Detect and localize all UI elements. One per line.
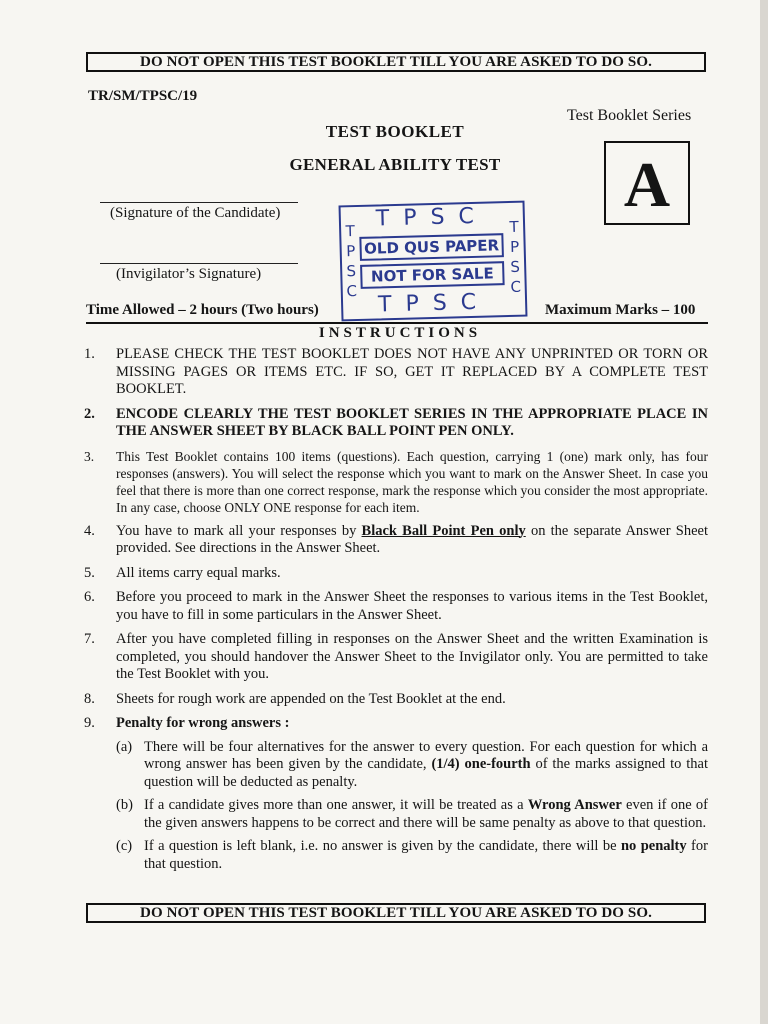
instructions-list (84, 346, 708, 880)
instruction-number: 3. (84, 448, 95, 464)
instruction-number: 4. (84, 522, 95, 539)
maximum-marks: Maximum Marks – 100 (545, 302, 696, 318)
stamp-bottom-text: TPSC (377, 289, 491, 318)
header-divider (86, 322, 708, 324)
time-allowed: Time Allowed – 2 hours (Two hours) (86, 302, 319, 318)
instruction-item (84, 406, 708, 441)
subitem-emphasis: (1/4) one-fourth (431, 756, 531, 772)
instruction-text: ENCODE CLEARLY THE TEST BOOKLET SERIES IN THE APPROPRIATE PLACE IN THE ANSWER SHEET BY BLACK BALL POINT PEN ONLY. (116, 405, 708, 439)
instruction-number: 7. (84, 631, 95, 647)
instruction-text: All items carry equal marks. (116, 564, 281, 581)
penalty-subitem (116, 739, 708, 792)
instruction-number: 5. (84, 564, 95, 581)
subitem-text: If a question is left blank, i.e. no answer is given by the candidate, there will be (144, 838, 621, 854)
candidate-signature-label: (Signature of the Candidate) (110, 205, 281, 221)
instruction-text: Before you proceed to mark in the Answer Sheet the responses to various items in the Test Booklet, you have to fill in some particulars in the Answer Sheet. (116, 589, 708, 623)
subitem-text: of the marks assigned to that question will be deducted as penalty. (144, 756, 709, 790)
instruction-item (84, 523, 708, 558)
candidate-signature-line (100, 202, 298, 203)
instruction-number: 8. (84, 690, 95, 707)
instruction-number: 6. (84, 589, 95, 605)
instruction-item (84, 565, 708, 583)
instructions-heading: INSTRUCTIONS (318, 325, 482, 341)
subitem-label: (a) (116, 738, 133, 755)
instruction-text: Penalty for wrong answers : (116, 715, 290, 731)
subitem-emphasis: Wrong Answer (527, 797, 622, 813)
instruction-text: Sheets for rough work are appended on the Test Booklet at the end. (116, 690, 506, 707)
stamp-top-text: TPSC (375, 203, 489, 232)
instruction-text: This Test Booklet contains 100 items (questions). Each question, carrying 1 (one) mark only, has four responses (answers). You will select the response which you want to mark on the Answer Sheet. In case you feel that there is more than one correct response, mark the response which you consider the most appropriate. In any case, choose ONLY ONE response for each item. (116, 448, 708, 515)
instruction-item (84, 691, 708, 709)
instruction-item (84, 631, 708, 684)
instruction-number: 2. (84, 405, 95, 422)
subitem-text: for that question. (144, 838, 708, 872)
test-name: GENERAL ABILITY TEST (289, 155, 501, 174)
stamp-right-text: T P S C (509, 217, 522, 296)
instruction-number: 1. (84, 346, 95, 362)
tpsc-stamp (339, 201, 528, 322)
instruction-item (84, 448, 708, 516)
instruction-item (84, 346, 708, 399)
penalty-subitem (116, 797, 708, 832)
stamp-line-1: OLD QUS PAPER (359, 233, 504, 261)
instruction-emphasis: Black Ball Point Pen only (361, 522, 526, 539)
series-label: Test Booklet Series (567, 107, 692, 124)
bottom-warning-banner: DO NOT OPEN THIS TEST BOOKLET TILL YOU ARE ASKED TO DO SO. (86, 903, 706, 923)
stamp-line-2: NOT FOR SALE (360, 261, 505, 289)
subitem-label: (c) (116, 838, 133, 854)
stamp-left-text: T P S C (345, 222, 358, 301)
instruction-number: 9. (84, 715, 95, 731)
invigilator-signature-label: (Invigilator’s Signature) (116, 266, 262, 282)
instruction-text: After you have completed filling in responses on the Answer Sheet and the written Examination is completed, you should handover the Answer Sheet to the Invigilator only. You are permitted to take the Test Booklet with you. (116, 631, 708, 682)
instruction-item (84, 715, 708, 873)
penalty-subitem (116, 838, 708, 873)
subitem-label: (b) (116, 797, 133, 813)
series-letter-box: A (604, 141, 690, 225)
instruction-text: You have to mark all your responses by (116, 522, 362, 539)
booklet-code: TR/SM/TPSC/19 (88, 88, 198, 104)
subitem-emphasis: no penalty (620, 838, 687, 854)
subitem-text: even if one of the given answers happens to be correct and there will be same penalty as above to that question. (144, 797, 709, 831)
instruction-item (84, 589, 708, 624)
instruction-text: PLEASE CHECK THE TEST BOOKLET DOES NOT HAVE ANY UNPRINTED OR TORN OR MISSING PAGES OR ITEMS ETC. IF SO, GET IT REPLACED BY A COMPLETE TEST BOOKLET. (116, 346, 708, 397)
top-warning-banner: DO NOT OPEN THIS TEST BOOKLET TILL YOU ARE ASKED TO DO SO. (86, 52, 706, 72)
subitem-text: There will be four alternatives for the answer to every question. For each question for which a wrong answer has been given by the candidate, (144, 738, 708, 772)
invigilator-signature-line (100, 263, 298, 264)
subitem-text: If a candidate gives more than one answer, it will be treated as a (144, 797, 528, 813)
booklet-title: TEST BOOKLET (325, 122, 465, 141)
instruction-text: on the separate Answer Sheet provided. See directions in the Answer Sheet. (116, 522, 708, 556)
